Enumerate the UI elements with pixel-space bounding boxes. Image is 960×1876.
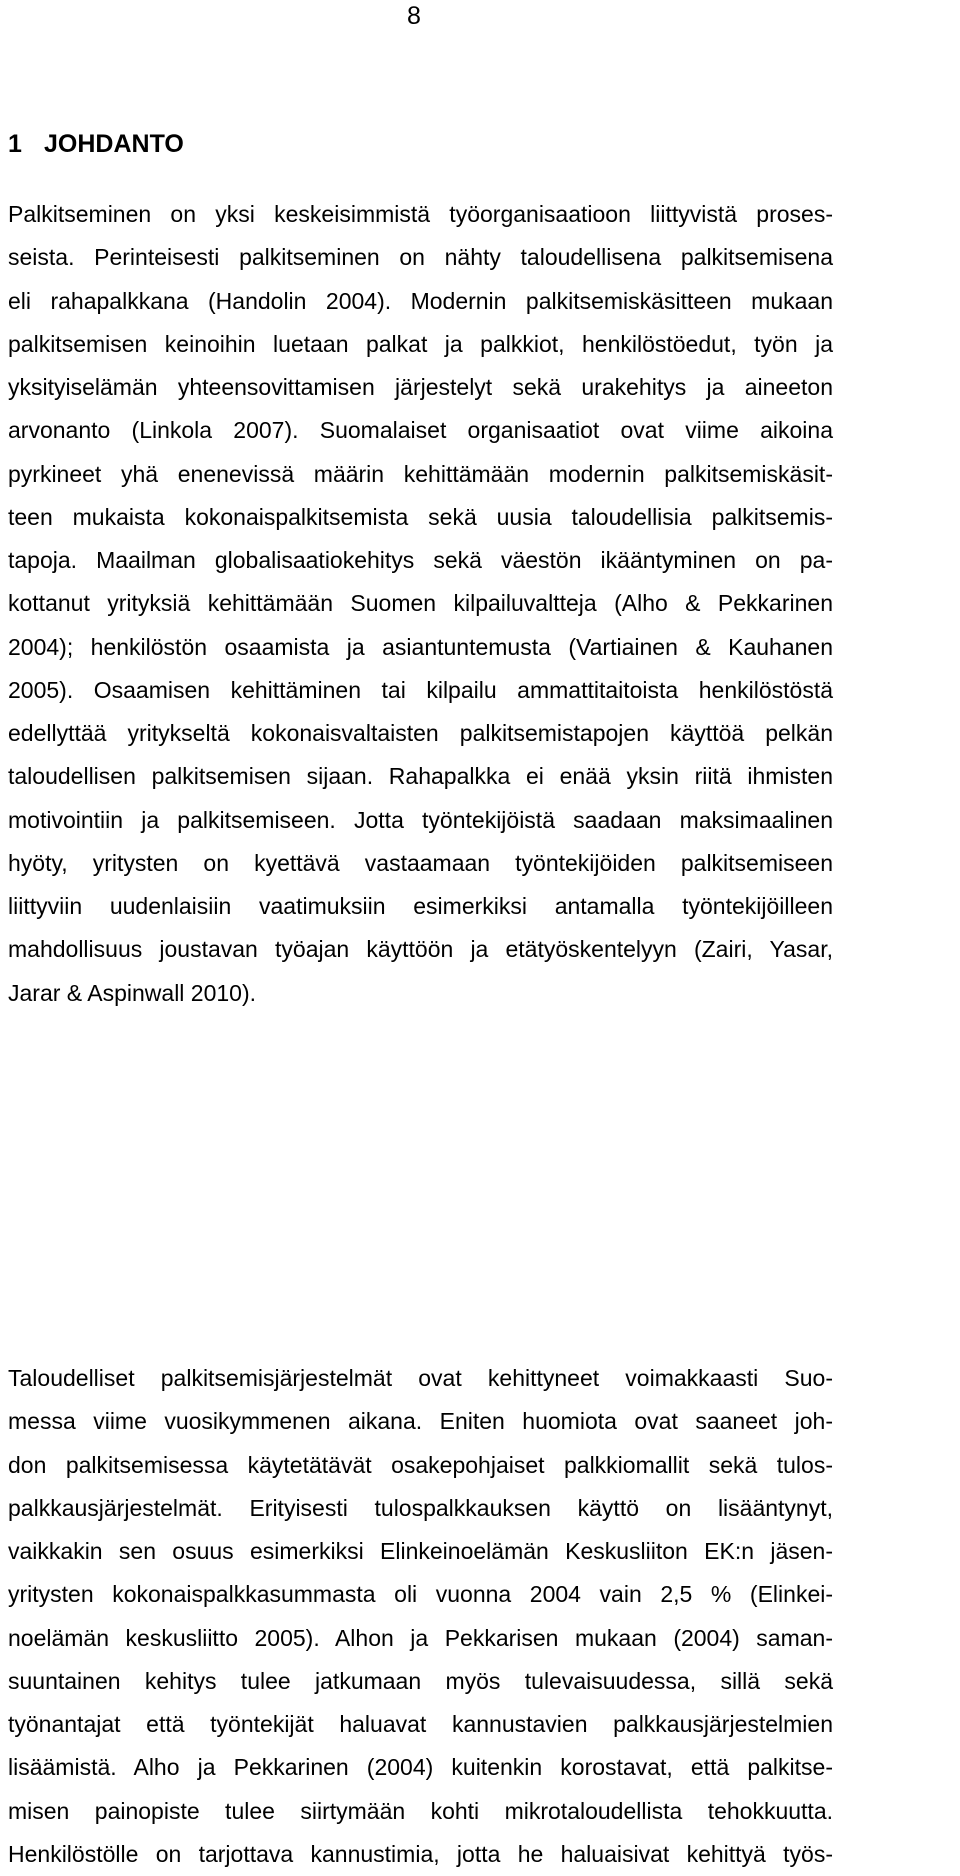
text-line: taloudellisen palkitsemisen sijaan. Rahapalkka ei enää yksin riitä ihmisten [8, 763, 833, 790]
text-line: liittyviin uudenlaisiin vaatimuksiin esimerkiksi antamalla työntekijöilleen [8, 893, 833, 919]
text-line: 2004); henkilöstön osaamista ja asiantuntemusta (Vartiainen & Kauhanen [8, 633, 833, 660]
text-line: eli rahapalkkana (Handolin 2004). Modernin palkitsemiskäsitteen mukaan [8, 287, 833, 314]
section-number: 1 [8, 130, 22, 158]
section-title: JOHDANTO [44, 130, 184, 158]
text-line: messa viime vuosikymmenen aikana. Eniten huomiota ovat saaneet joh- [8, 1408, 833, 1435]
text-line: Henkilöstölle on tarjottava kannustimia, jotta he haluaisivat kehittyä työs- [8, 1840, 833, 1867]
section-heading [8, 127, 184, 161]
text-line: motivointiin ja palkitsemiseen. Jotta työntekijöistä saadaan maksimaalinen [8, 806, 833, 833]
body-paragraph [8, 193, 833, 1015]
text-line: 2005). Osaamisen kehittäminen tai kilpailu ammattitaitoista henkilöstöstä [8, 676, 833, 703]
text-line: pyrkineet yhä enenevissä määrin kehittämään modernin palkitsemiskäsit- [8, 460, 833, 487]
text-line: mahdollisuus joustavan työajan käyttöön ja etätyöskentelyyn (Zairi, Yasar, [8, 936, 833, 963]
text-line: työnantajat että työntekijät haluavat kannustavien palkkausjärjestelmien [8, 1711, 833, 1737]
text-line: noelämän keskusliitto 2005). Alhon ja Pekkarisen mukaan (2004) saman- [8, 1624, 833, 1651]
text-line: Palkitseminen on yksi keskeisimmistä työorganisaatioon liittyvistä proses- [8, 201, 833, 227]
text-line: kottanut yrityksiä kehittämään Suomen kilpailuvaltteja (Alho & Pekkarinen [8, 590, 833, 617]
text-line: edellyttää yritykseltä kokonaisvaltaisten palkitsemistapojen käyttöä pelkän [8, 720, 833, 746]
text-line: vaikkakin sen osuus esimerkiksi Elinkeinoelämän Keskusliiton EK:n jäsen- [8, 1538, 833, 1564]
text-line: suuntainen kehitys tulee jatkumaan myös tulevaisuudessa, sillä sekä [8, 1667, 833, 1694]
text-line: lisäämistä. Alho ja Pekkarinen (2004) kuitenkin korostavat, että palkitse- [8, 1754, 833, 1781]
text-line: don palkitsemisessa käytetätävät osakepohjaiset palkkiomallit sekä tulos- [8, 1451, 833, 1478]
text-line: Taloudelliset palkitsemisjärjestelmät ovat kehittyneet voimakkaasti Suo- [8, 1365, 833, 1391]
text-line: tapoja. Maailman globalisaatiokehitys sekä väestön ikääntyminen on pa- [8, 547, 833, 573]
text-line: palkkausjärjestelmät. Erityisesti tulospalkkauksen käyttö on lisääntynyt, [8, 1494, 833, 1521]
text-line: yritysten kokonaispalkkasummasta oli vuonna 2004 vain 2,5 % (Elinkei- [8, 1581, 833, 1608]
page-number: 8 [407, 2, 421, 30]
text-line: teen mukaista kokonaispalkitsemista sekä uusia taloudellisia palkitsemis- [8, 503, 833, 530]
text-line: arvonanto (Linkola 2007). Suomalaiset organisaatiot ovat viime aikoina [8, 417, 833, 444]
text-line: hyöty, yritysten on kyettävä vastaamaan työntekijöiden palkitsemiseen [8, 849, 833, 876]
text-line: Jarar & Aspinwall 2010). [8, 979, 257, 1006]
text-line: palkitsemisen keinoihin luetaan palkat ja palkkiot, henkilöstöedut, työn ja [8, 330, 833, 357]
text-line: misen painopiste tulee siirtymään kohti mikrotaloudellista tehokkuutta. [8, 1797, 833, 1824]
text-line: seista. Perinteisesti palkitseminen on nähty taloudellisena palkitsemisena [8, 244, 833, 271]
body-paragraph [8, 1357, 833, 1876]
text-line: yksityiselämän yhteensovittamisen järjestelyt sekä urakehitys ja aineeton [8, 374, 833, 400]
